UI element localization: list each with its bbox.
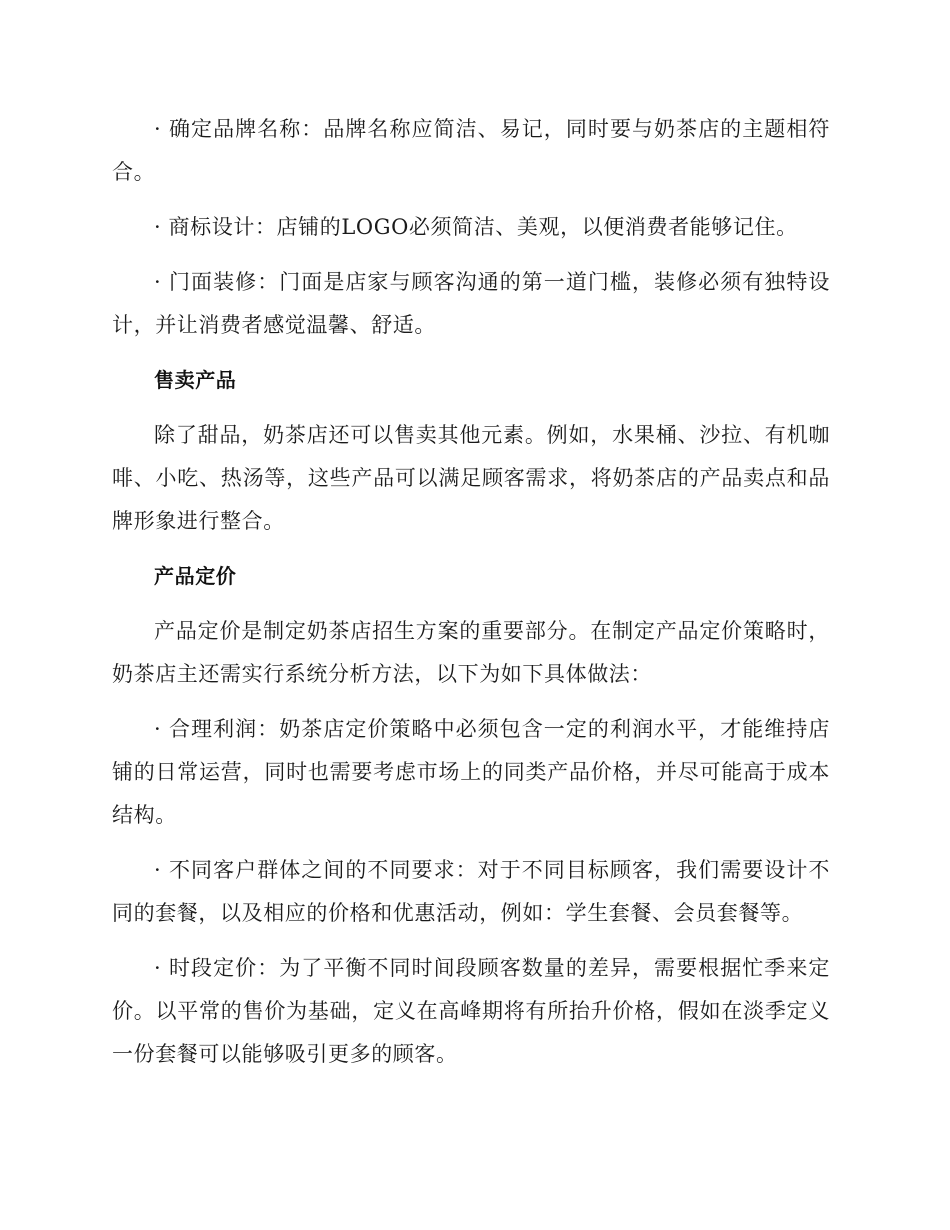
document-body — [112, 108, 830, 1088]
bullet-customer-groups: · 不同客户群体之间的不同要求：对于不同目标顾客，我们需要设计不同的套餐，以及相应的价格和优惠活动，例如：学生套餐、会员套餐等。 — [112, 858, 830, 925]
paragraph-products: 除了甜品，奶茶店还可以售卖其他元素。例如，水果桶、沙拉、有机咖啡、小吃、热汤等，这些产品可以满足顾客需求，将奶茶店的产品卖点和品牌形象进行整合。 — [112, 423, 830, 533]
bullet-logo-design: · 商标设计：店铺的LOGO必须简洁、美观，以便消费者能够记住。 — [154, 215, 798, 239]
bullet-reasonable-profit: · 合理利润：奶茶店定价策略中必须包含一定的利润水平，才能维持店铺的日常运营，同时也需要考虑市场上的同类产品价格，并尽可能高于成本结构。 — [112, 717, 830, 827]
section-heading-products: 售卖产品 — [154, 368, 237, 392]
bullet-time-pricing: · 时段定价：为了平衡不同时间段顾客数量的差异，需要根据忙季来定价。以平常的售价为基础，定义在高峰期将有所抬升价格，假如在淡季定义一份套餐可以能够吸引更多的顾客。 — [112, 956, 830, 1066]
bullet-brand-name: · 确定品牌名称：品牌名称应简洁、易记，同时要与奶茶店的主题相符合。 — [112, 117, 830, 184]
section-heading-pricing: 产品定价 — [154, 564, 237, 588]
bullet-storefront-decoration: · 门面装修：门面是店家与顾客沟通的第一道门槛，装修必须有独特设计，并让消费者感觉温馨、舒适。 — [112, 270, 830, 337]
paragraph-pricing-intro: 产品定价是制定奶茶店招生方案的重要部分。在制定产品定价策略时，奶茶店主还需实行系统分析方法，以下为如下具体做法： — [112, 619, 830, 686]
